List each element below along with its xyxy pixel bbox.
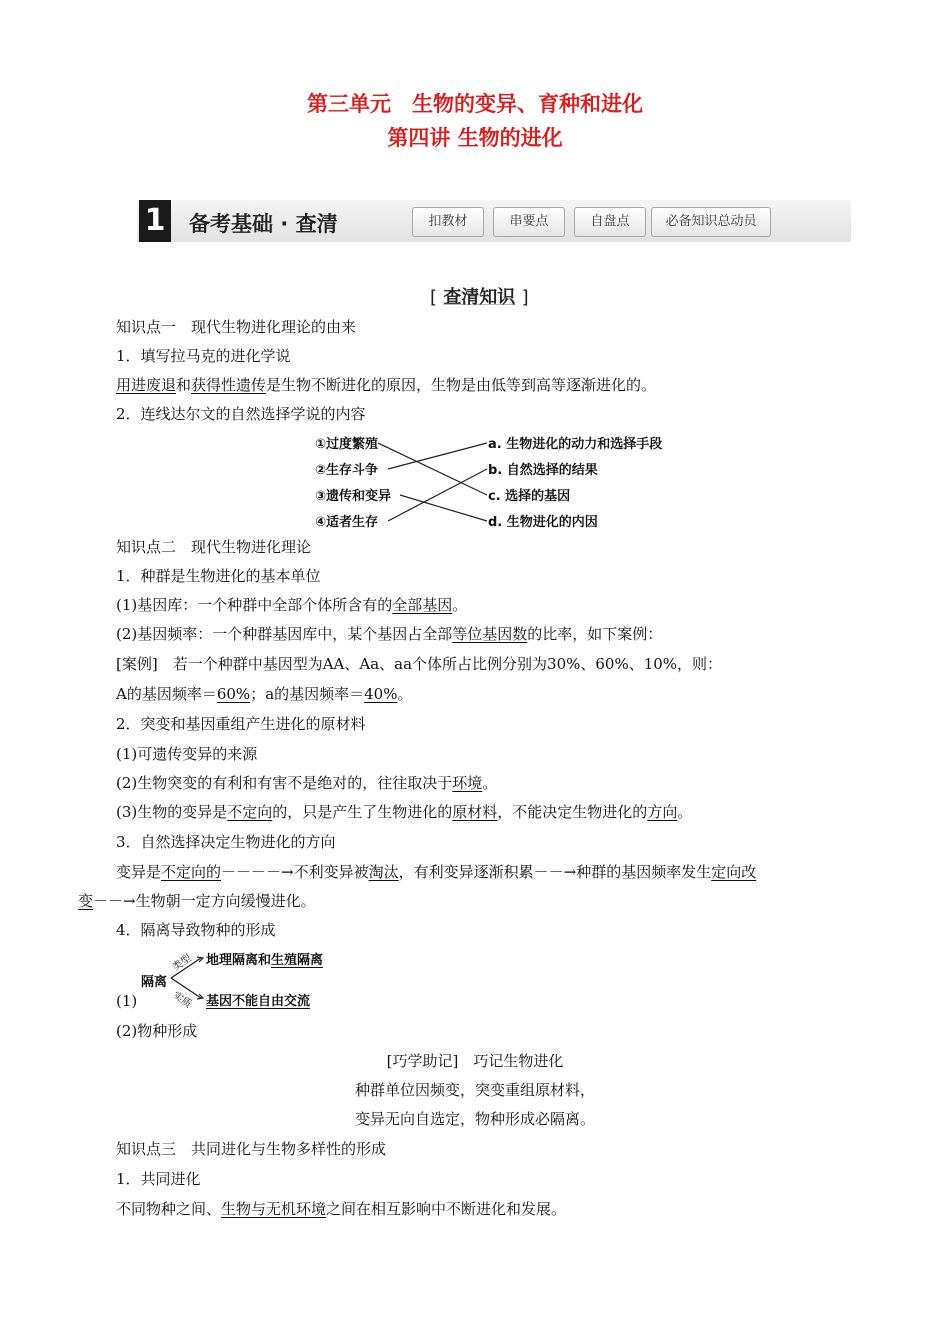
branch-line	[171, 978, 201, 998]
answer-blank: 定向改	[711, 863, 757, 881]
iso-types-text	[206, 949, 323, 968]
text: 和	[176, 376, 192, 394]
match-left-item: ①过度繁殖	[315, 437, 379, 452]
iso-essence-text	[206, 990, 310, 1009]
kp2-s2: 2．突变和基因重组产生进化的原材料	[116, 715, 366, 733]
kp2-s4-1: (1)	[116, 992, 138, 1010]
kp3-s1-text	[116, 1199, 566, 1219]
answer-blank: 用进废退	[116, 376, 177, 394]
answer-blank: 不定向的	[161, 863, 222, 881]
kp2-s1-1	[116, 595, 467, 615]
kp2-s2-3	[116, 802, 692, 822]
kp2-result	[116, 684, 413, 704]
answer-blank: 方向	[647, 803, 678, 821]
kp1-item2: 2．连线达尔文的自然选择学说的内容	[116, 405, 366, 423]
text: 之间在相互影响中不断进化和发展。	[326, 1200, 567, 1218]
match-right-item: b. 自然选择的结果	[488, 463, 598, 478]
answer-blank: 等位基因数	[452, 625, 528, 643]
matching-diagram	[310, 430, 690, 530]
answer-blank: 40%	[364, 685, 398, 703]
answer-blank: 生殖隔离	[271, 953, 324, 968]
text: ；a的基因频率＝	[250, 685, 365, 703]
match-right-item: a. 生物进化的动力和选择手段	[488, 437, 663, 452]
text: ，有利变异逐渐积累－－→种群的基因频率发生	[398, 863, 712, 881]
section-heading	[430, 283, 529, 309]
kp2-s4: 4．隔离导致物种的形成	[116, 921, 276, 939]
match-line	[378, 443, 487, 495]
iso-essence-label: 实质	[170, 989, 194, 1011]
text: －－→生物朝一定方向缓慢进化。	[93, 892, 316, 910]
bracket-open: [	[430, 287, 438, 308]
mnemonic-title: [巧学助记] 巧记生物进化	[386, 1052, 564, 1070]
kp2-s1-2	[116, 624, 662, 644]
iso-center-label: 隔离	[141, 975, 168, 990]
answer-blank: 基因不能自由交流	[206, 994, 311, 1009]
branch-line	[171, 958, 201, 978]
kp2-s2-2	[116, 773, 497, 793]
answer-blank: 淘汰	[368, 863, 399, 881]
mnemonic-line1: 种群单位因频变，突变重组原材料，	[354, 1081, 595, 1099]
text: A的基因频率＝	[116, 685, 217, 703]
text: (1)基因库：一个种群中全部个体所含有的	[116, 596, 393, 614]
tab-key-points[interactable]: 串要点	[493, 207, 565, 237]
section-banner	[137, 200, 851, 242]
text: 。	[482, 774, 498, 792]
text: 地理隔离和	[206, 953, 272, 968]
mnemonic-line2: 变异无向自选定，物种形成必隔离。	[354, 1110, 595, 1128]
tab-self-check[interactable]: 自盘点	[574, 207, 646, 237]
kp2-s4-2: (2)物种形成	[116, 1022, 198, 1040]
text: 。	[677, 803, 693, 821]
text: 。	[397, 685, 413, 703]
banner-title: 备考基础 · 查清	[189, 212, 338, 236]
match-right-item: d. 生物进化的内因	[488, 515, 598, 530]
kp3-heading: 知识点三 共同进化与生物多样性的形成	[116, 1140, 387, 1158]
section-label: 查清知识	[443, 287, 516, 308]
kp2-case: [案例] 若一个种群中基因型为AA、Aa、aa个体所占比例分别为30%、60%、10%，则：	[116, 655, 723, 673]
text: 不同物种之间、	[116, 1200, 222, 1218]
match-lines	[310, 430, 690, 530]
kp2-s3-flow	[116, 862, 756, 882]
bracket-close: ]	[521, 287, 529, 308]
match-right-item: c. 选择的基因	[488, 489, 571, 504]
text: －－－－→不利变异被	[221, 863, 369, 881]
match-left-item: ③遗传和变异	[315, 489, 392, 504]
isolation-diagram	[135, 944, 335, 1014]
text: (3)生物的变异是	[116, 803, 228, 821]
text: 是生物不断进化的原因，生物是由低等到高等逐渐进化的。	[266, 376, 657, 394]
match-left-item: ④适者生存	[315, 515, 379, 530]
answer-blank: 环境	[452, 774, 483, 792]
kp2-s3: 3．自然选择决定生物进化的方向	[116, 833, 336, 851]
answer-blank: 变	[78, 892, 94, 910]
iso-type-label: 类型	[170, 952, 194, 974]
text: 的比率，如下案例：	[527, 625, 663, 643]
answer-blank: 生物与无机环境	[221, 1200, 327, 1218]
tab-textbook[interactable]: 扣教材	[412, 207, 484, 237]
text: ，不能决定生物进化的	[497, 803, 648, 821]
kp2-s2-1: (1)可遗传变异的来源	[116, 745, 258, 763]
kp2-s3-flow-cont	[78, 891, 316, 911]
kp1-heading: 知识点一 现代生物进化理论的由来	[116, 318, 357, 336]
match-left-item: ②生存斗争	[315, 463, 379, 478]
answer-blank: 原材料	[452, 803, 498, 821]
text: 的，只是产生了生物进化的	[272, 803, 453, 821]
banner-number: 1	[139, 200, 171, 242]
answer-blank: 60%	[216, 685, 251, 703]
answer-blank: 不定向	[227, 803, 273, 821]
answer-blank: 全部基因	[392, 596, 453, 614]
text: (2)基因频率：一个种群基因库中，某个基因占全部	[116, 625, 453, 643]
text: (2)生物突变的有利和有害不是绝对的，往往取决于	[116, 774, 453, 792]
kp1-item1-text	[116, 375, 656, 395]
tab-knowledge-summary[interactable]: 必备知识总动员	[651, 207, 771, 237]
match-line	[388, 443, 487, 469]
kp2-heading: 知识点二 现代生物进化理论	[116, 538, 312, 556]
answer-blank: 获得性遗传	[191, 376, 267, 394]
text: 。	[452, 596, 468, 614]
kp2-s1: 1．种群是生物进化的基本单位	[116, 567, 321, 585]
text: 变异是	[116, 863, 162, 881]
kp1-item1: 1．填写拉马克的进化学说	[116, 347, 291, 365]
match-line	[388, 469, 487, 521]
kp3-s1: 1．共同进化	[116, 1170, 201, 1188]
lecture-title: 第四讲 生物的进化	[387, 126, 563, 150]
unit-title: 第三单元 生物的变异、育种和进化	[307, 92, 643, 116]
